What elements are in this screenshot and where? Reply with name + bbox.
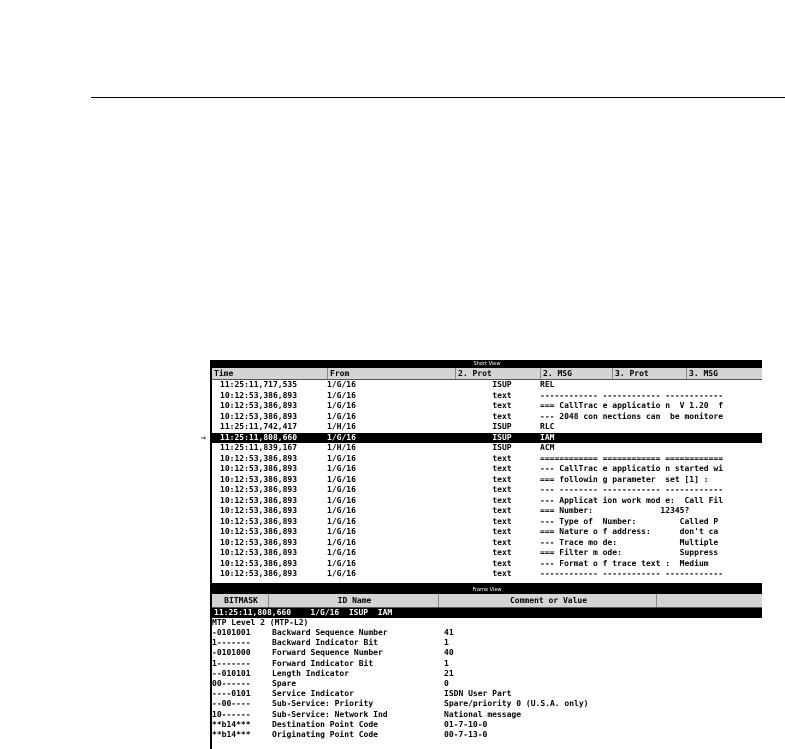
frame-field-list: [212, 628, 762, 740]
cell-time: 10:12:53,386,893: [220, 548, 298, 557]
field-value: 1: [444, 658, 449, 668]
field-value: 41: [444, 628, 454, 637]
cell-time: 10:12:53,386,893: [220, 474, 298, 484]
short-view-row[interactable]: [212, 517, 762, 528]
cell-from: 1/H/16: [327, 422, 356, 431]
field-value: ISDN User Part: [444, 689, 512, 699]
short-view-row[interactable]: [212, 485, 762, 496]
frame-field-row[interactable]: [212, 710, 762, 720]
short-view-row[interactable]: [212, 391, 762, 402]
cell-time: 10:12:53,386,893: [220, 464, 298, 473]
cell-prot: ISUP: [492, 380, 512, 389]
frame-selected-line[interactable]: 11:25:11,808,660 1/G/16 ISUP IAM: [212, 608, 762, 618]
cell-prot: ISUP: [492, 443, 512, 452]
frame-field-row[interactable]: [212, 730, 762, 740]
cell-msg: === Nature o f address: don't ca: [540, 527, 719, 536]
short-view-list: [201, 380, 762, 580]
col-2-msg[interactable]: 2. MSG: [540, 368, 612, 379]
short-view-row[interactable]: [212, 548, 762, 559]
field-bits: 10------: [212, 709, 251, 719]
calltrace-window: [201, 360, 762, 749]
cell-time: 10:12:53,386,893: [220, 495, 298, 505]
selection-arrow-icon: ⇒: [201, 432, 206, 442]
cell-prot: text: [492, 464, 512, 473]
cell-from: 1/G/16: [327, 527, 356, 536]
short-view-row[interactable]: [212, 496, 762, 507]
cell-msg: --- Applicat ion work mod e: Call Fil: [540, 495, 724, 505]
col-extra: [656, 594, 762, 607]
cell-time: 10:12:53,386,893: [220, 569, 298, 578]
cell-time: 10:12:53,386,893: [220, 506, 298, 515]
frame-field-row[interactable]: [212, 628, 762, 638]
field-name: Backward Indicator Bit: [272, 638, 378, 648]
cell-from: 1/G/16: [327, 401, 356, 410]
short-view-row[interactable]: [212, 569, 762, 580]
cell-prot: text: [492, 485, 512, 494]
field-bits: **b14***: [212, 719, 251, 729]
frame-field-row[interactable]: [212, 648, 762, 658]
cell-prot: text: [492, 527, 512, 536]
cell-from: 1/G/16: [327, 453, 356, 463]
field-name: Backward Sequence Number: [272, 628, 388, 637]
cell-msg: === Filter m ode: Suppress: [540, 548, 719, 557]
col-3-prot[interactable]: 3. Prot: [612, 368, 686, 379]
cell-msg: ------------ ------------ ------------: [540, 390, 724, 400]
cell-time: 11:25:11,808,660: [220, 432, 298, 442]
cell-msg: ============ ============ ============: [540, 453, 724, 463]
cell-msg: IAM: [540, 432, 555, 442]
field-name: Sub-Service: Network Ind: [272, 709, 388, 719]
col-3-msg[interactable]: 3. MSG: [686, 368, 762, 379]
cell-prot: text: [492, 453, 512, 463]
cell-prot: ISUP: [492, 422, 512, 431]
cell-time: 10:12:53,386,893: [220, 390, 298, 400]
field-value: 21: [444, 668, 454, 678]
short-view-row[interactable]: [212, 412, 762, 423]
frame-field-row[interactable]: [212, 699, 762, 709]
short-view-row[interactable]: [212, 506, 762, 517]
cell-prot: text: [492, 495, 512, 505]
field-value: 01-7-10-0: [444, 719, 488, 729]
cell-msg: === followin g parameter set [1] :: [540, 474, 709, 484]
field-name: Length Indicator: [272, 668, 350, 678]
cell-time: 10:12:53,386,893: [220, 527, 298, 536]
cell-from: 1/G/16: [327, 548, 356, 557]
field-name: Sub-Service: Priority: [272, 699, 374, 709]
field-bits: -0101000: [212, 648, 251, 658]
cell-msg: === CallTrac e applicatio n V 1.20 f: [540, 401, 724, 410]
short-view-row[interactable]: [212, 380, 762, 391]
cell-from: 1/G/16: [327, 390, 356, 400]
field-value: 40: [444, 648, 454, 658]
cell-msg: ACM: [540, 443, 555, 452]
field-bits: 00------: [212, 678, 251, 688]
cell-prot: ISUP: [492, 432, 512, 442]
cell-from: 1/G/16: [327, 474, 356, 484]
frame-view-titlebar: Frame View: [212, 587, 762, 594]
cell-from: 1/G/16: [327, 506, 356, 515]
frame-field-row[interactable]: [212, 669, 762, 679]
field-value: 00-7-13-0: [444, 729, 488, 739]
cell-msg: === Number: 12345?: [540, 506, 690, 515]
cell-from: 1/G/16: [327, 464, 356, 473]
cell-time: 10:12:53,386,893: [220, 516, 298, 526]
col-2-prot[interactable]: 2. Prot: [455, 368, 540, 379]
field-bits: ----0101: [212, 689, 251, 699]
field-name: Destination Point Code: [272, 719, 378, 729]
page-rule: [91, 97, 785, 98]
short-view-row[interactable]: [212, 401, 762, 412]
frame-field-row[interactable]: [212, 720, 762, 730]
col-from[interactable]: From: [327, 368, 455, 379]
field-value: 0: [444, 678, 449, 688]
cell-from: 1/G/16: [327, 569, 356, 578]
field-bits: 1-------: [212, 658, 251, 668]
cell-from: 1/G/16: [327, 411, 356, 421]
cell-prot: text: [492, 474, 512, 484]
cell-from: 1/G/16: [327, 516, 356, 526]
field-name: Spare: [272, 678, 297, 688]
cell-time: 10:12:53,386,893: [220, 453, 298, 463]
cell-prot: text: [492, 537, 512, 547]
cell-prot: text: [492, 506, 512, 515]
cell-from: 1/G/16: [327, 495, 356, 505]
cell-msg: --- CallTrac e applicatio n started wi: [540, 464, 724, 473]
short-view-titlebar: Short View: [212, 360, 762, 368]
field-name: Forward Sequence Number: [272, 648, 383, 658]
cell-msg: --- Format o f trace text : Medium: [540, 558, 709, 568]
cell-msg: --- 2048 con nections can be monitore: [540, 411, 724, 421]
short-view-row[interactable]: [212, 475, 762, 486]
cell-msg: RLC: [540, 422, 555, 431]
cell-prot: text: [492, 516, 512, 526]
cell-msg: REL: [540, 380, 555, 389]
cell-msg: ------------ ------------ ------------: [540, 569, 724, 578]
cell-prot: text: [492, 411, 512, 421]
cell-time: 10:12:53,386,893: [220, 558, 298, 568]
cell-from: 1/G/16: [327, 558, 356, 568]
cell-msg: --- Trace mo de: Multiple: [540, 537, 719, 547]
short-view-header: [212, 368, 762, 380]
cell-prot: text: [492, 548, 512, 557]
short-view-row[interactable]: [212, 464, 762, 475]
frame-field-row[interactable]: [212, 638, 762, 648]
frame-field-row[interactable]: [212, 659, 762, 669]
cell-from: 1/G/16: [327, 380, 356, 389]
short-view-row[interactable]: [212, 527, 762, 538]
cell-prot: text: [492, 558, 512, 568]
frame-field-row[interactable]: [212, 679, 762, 689]
cell-time: 11:25:11,839,167: [220, 443, 298, 452]
field-bits: **b14***: [212, 729, 251, 739]
cell-time: 10:12:53,386,893: [220, 537, 298, 547]
col-comment-value[interactable]: Comment or Value: [438, 594, 656, 607]
short-view-row[interactable]: [212, 538, 762, 549]
cell-prot: text: [492, 390, 512, 400]
frame-field-row[interactable]: [212, 689, 762, 699]
col-id-name[interactable]: ID Name: [268, 594, 438, 607]
col-time[interactable]: Time: [214, 369, 234, 378]
field-bits: 1-------: [212, 638, 251, 648]
cell-from: 1/G/16: [327, 485, 356, 494]
cell-time: 10:12:53,386,893: [220, 411, 298, 421]
field-name: Forward Indicator Bit: [272, 658, 374, 668]
short-view-row[interactable]: [212, 422, 762, 433]
cell-prot: text: [492, 401, 512, 410]
cell-time: 10:12:53,386,893: [220, 401, 298, 410]
field-bits: -0101001: [212, 628, 251, 637]
short-view-row[interactable]: [201, 432, 762, 444]
frame-section-title[interactable]: MTP Level 2 (MTP-L2): [212, 618, 309, 627]
col-bitmask[interactable]: BITMASK: [224, 596, 258, 605]
cell-time: 10:12:53,386,893: [220, 485, 298, 494]
cell-msg: --- -------- ------------ ------------: [540, 485, 724, 494]
field-bits: --00----: [212, 699, 251, 709]
cell-from: 1/G/16: [327, 432, 356, 442]
short-view-row[interactable]: [212, 454, 762, 465]
cell-from: 1/G/16: [327, 537, 356, 547]
field-name: Originating Point Code: [272, 729, 378, 739]
field-value: Spare/priority 0 (U.S.A. only): [444, 699, 589, 709]
cell-from: 1/H/16: [327, 443, 356, 452]
field-value: 1: [444, 638, 449, 648]
frame-view: [212, 587, 762, 740]
cell-prot: text: [492, 569, 512, 578]
short-view-row[interactable]: [212, 559, 762, 570]
cell-msg: --- Type of Number: Called P: [540, 516, 719, 526]
frame-view-header: [212, 594, 762, 608]
field-bits: --010101: [212, 668, 251, 678]
short-view-row[interactable]: [212, 443, 762, 454]
cell-time: 11:25:11,742,417: [220, 422, 298, 431]
cell-time: 11:25:11,717,535: [220, 380, 298, 389]
field-name: Service Indicator: [272, 689, 354, 699]
field-value: National message: [444, 709, 522, 719]
